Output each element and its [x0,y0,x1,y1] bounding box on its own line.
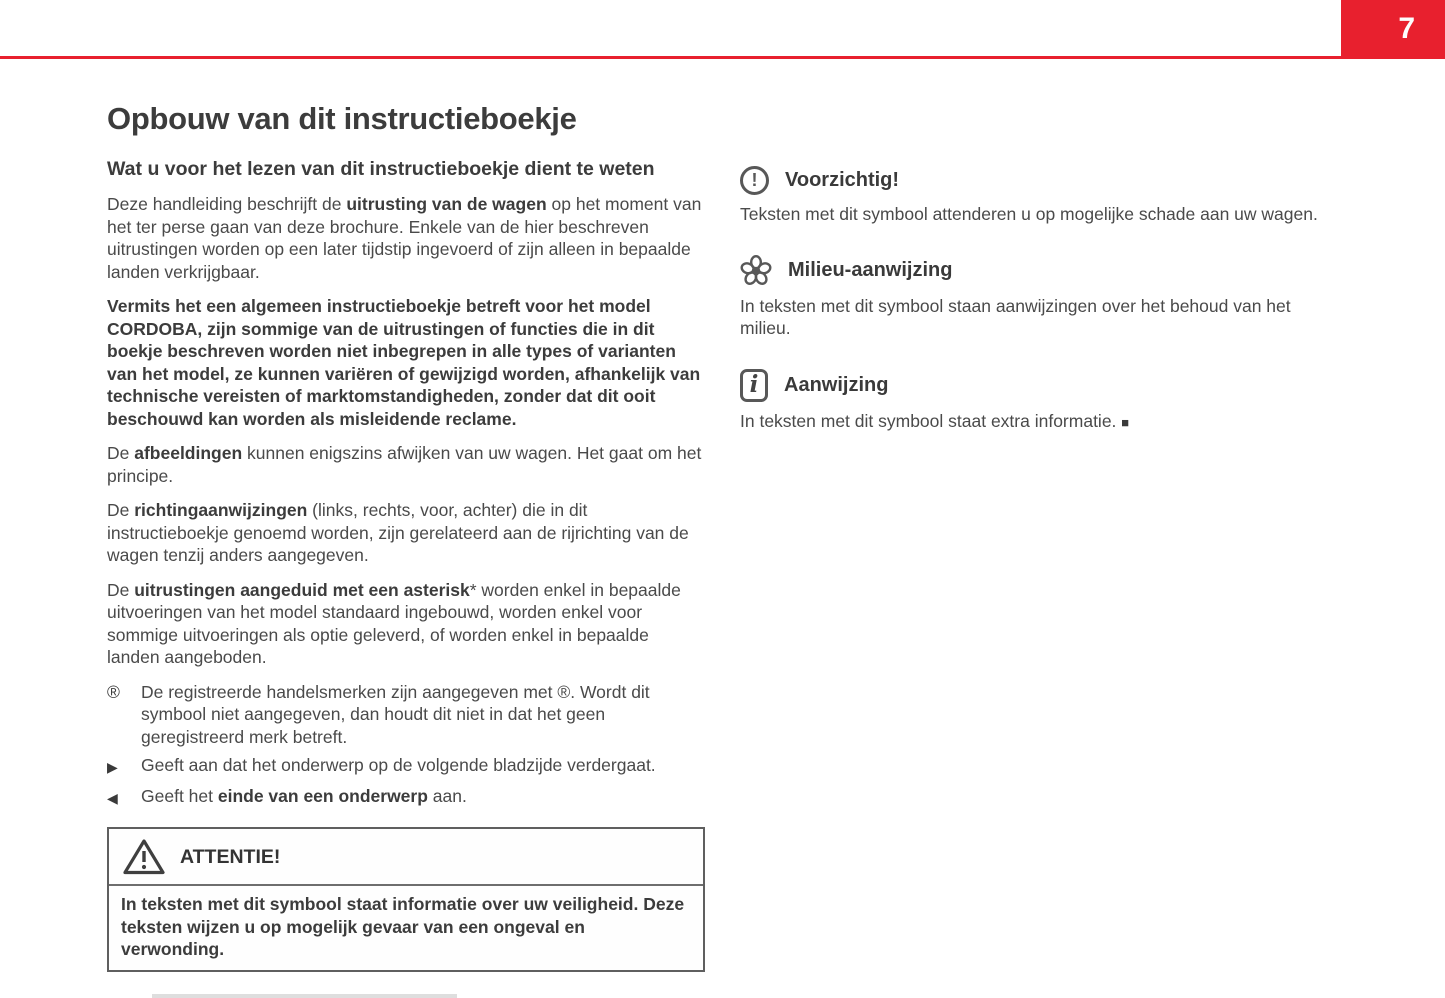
legend-item-text: De registreerde handelsmerken zijn aangegeven met ®. Wordt dit symbool niet aangegeven, dan houdt dit niet in dat het geen geregistreerd merk betreft. [141,681,650,747]
note-title: Aanwijzing [784,373,889,396]
environment-body-text: In teksten met dit symbool staan aanwijzingen over het behoud van het milieu. [740,295,1291,338]
list-item [107,681,705,749]
paragraph-equipment: Deze handleiding beschrijft de uitrusting van de wagen op het moment van het ter perse gaan van deze brochure. Enkele van de hier beschreven uitrustingen worden op een later tijdstip ingevoerd of zijn alleen in bepaalde landen verkrijgbaar. [107,194,702,282]
end-of-topic-square-icon: ■ [1121,414,1130,430]
note-body-text: In teksten met dit symbool staat extra informatie. [740,410,1117,431]
legend-item-text: Geeft het einde van een onderwerp aan. [141,785,467,806]
environment-heading [740,255,1340,287]
attention-warning-box [107,827,705,972]
paragraph-asterisk: De uitrustingen aangeduid met een asterisk* worden enkel in bepaalde uitvoeringen van het model standaard ingebouwd, worden enkel voor sommige uitvoeringen als optie geleverd, of worden enkel in bepaalde landen aangeboden. [107,579,681,667]
symbol-legend-list [107,681,705,810]
note-section [740,369,1340,435]
caution-heading [740,166,1340,195]
list-item [107,785,705,810]
left-column [107,100,705,972]
attention-box-title: ATTENTIE! [180,845,281,868]
legend-item-text: Geeft aan dat het onderwerp op de volgende bladzijde verdergaat. [141,755,656,775]
header-red-rule [0,56,1445,59]
caution-section [740,166,1340,226]
warning-triangle-icon [122,838,166,876]
environment-section [740,255,1340,340]
flower-icon [740,255,772,287]
page-number-badge [1341,0,1445,58]
caution-circle-icon: ! [740,166,769,195]
page-title: Opbouw van dit instructieboekje [107,101,577,136]
paragraph-illustrations: De afbeeldingen kunnen enigszins afwijken van uw wagen. Het gaat om het principe. [107,443,702,486]
page-bottom-mark [152,994,457,998]
right-column [740,166,1340,463]
section-subtitle: Wat u voor het lezen van dit instructieboekje dient te weten [107,158,655,180]
caution-body [740,203,1340,226]
environment-body [740,295,1340,340]
note-heading [740,369,1340,402]
list-item [107,754,705,779]
paragraph-directions: De richtingaanwijzingen (links, rechts, voor, achter) die in dit instructieboekje genoemd worden, zijn gerelateerd aan de rijrichting van de wagen tenzij anders aangegeven. [107,500,689,565]
info-icon: i [740,369,768,402]
caution-title: Voorzichtig! [785,169,900,191]
page-number: 7 [1398,12,1415,45]
paragraph-model-disclaimer: Vermits het een algemeen instructieboekje betreft voor het model CORDOBA, zijn sommige van de uitrustingen of functies die in dit boekje beschreven worden niet inbegrepen in alle types of varianten van het model, ze kunnen variëren of gewijzigd worden, afhankelijk van technische vereisten of marktomstandigheden, zonder dat dit ooit beschouwd kan worden als misleidende reclame. [107,296,701,429]
topic-continues-icon: ▶ [107,759,118,775]
attention-box-body: In teksten met dit symbool staat informatie over uw veiligheid. Deze teksten wijzen u op mogelijk gevaar van een ongeval en verwonding. [121,894,685,959]
note-body [740,410,1340,435]
caution-body-text: Teksten met dit symbool attenderen u op mogelijke schade aan uw wagen. [740,204,1318,224]
registered-trademark-icon: ® [107,681,120,702]
environment-title: Milieu-aanwijzing [788,259,953,281]
attention-box-header [109,829,703,886]
topic-ends-icon: ◀ [107,789,118,806]
